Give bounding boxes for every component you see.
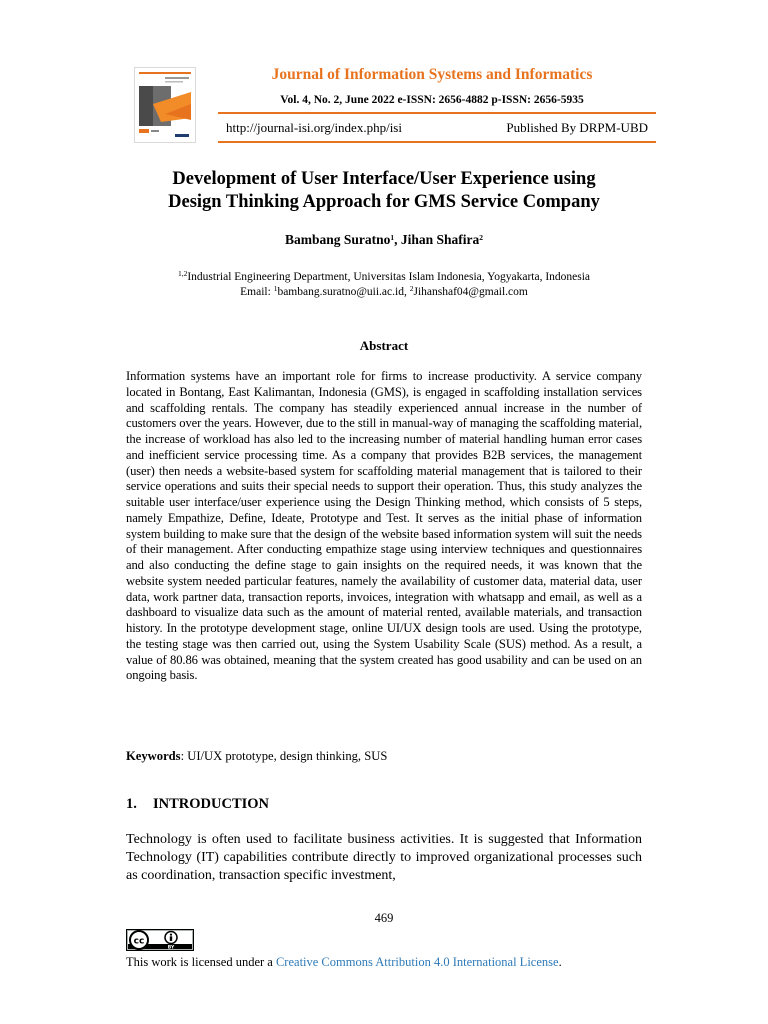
section-title: INTRODUCTION bbox=[153, 796, 270, 812]
journal-cover-icon bbox=[135, 68, 195, 142]
author-list: Bambang Suratno$^1$, Jihan Shafira$^2$ bbox=[284, 232, 484, 247]
header-divider-top bbox=[218, 112, 656, 114]
license-suffix: . bbox=[558, 955, 562, 969]
author-2-marker: 2 bbox=[479, 233, 484, 242]
license-link[interactable]: Creative Commons Attribution 4.0 International License bbox=[275, 955, 559, 969]
issue-line: Vol. 4, No. 2, June 2022 e-ISSN: 2656-4882 p-ISSN: 2656-5935 bbox=[280, 94, 584, 106]
keywords-label: Keywords bbox=[126, 749, 181, 763]
paper-title-line-1: Development of User Interface/User Experience using bbox=[172, 169, 596, 189]
svg-text:cc: cc bbox=[133, 936, 145, 947]
cc-license-badge[interactable] bbox=[126, 929, 194, 951]
email-2-marker: 2 bbox=[409, 284, 414, 293]
email-label: Email: bbox=[240, 286, 274, 298]
license-line bbox=[126, 955, 562, 970]
page-number: 469 bbox=[374, 911, 394, 925]
introduction-body: Technology is often used to facilitate business activities. It is suggested that Information Technology (IT) capabilities contribute directly to improved organizational processes such as coordination, transaction specific investment, bbox=[126, 832, 642, 883]
keywords-line bbox=[126, 749, 387, 764]
author-2: Jihan Shafira bbox=[400, 232, 480, 247]
section-heading-introduction bbox=[126, 796, 269, 813]
journal-url-link[interactable]: http://journal-isi.org/index.php/isi bbox=[226, 120, 402, 135]
abstract-body: Information systems have an important role for firms to increase productivity. A service company located in Bontang, East Kalimantan, Indonesia (GMS), is engaged in scaffolding installation services and scaffolding rentals. The company has steadily experienced annual increase in the number of customers over the years. However, due to the still in manual-way of managing the scaffolding material, the increase of workload has also led to the increasing number of material handling human error cases and inefficient service processing time. As a company that provides B2B services, the management (user) then needs a website-based system for scaffolding material management that is tailored to their service operations and suits their special needs to support their operation. Thus, this study analyzes the suitable user interface/user experience using the Design Thinking method, which consists of 5 steps, namely Empathize, Define, Ideate, Prototype and Test. It serves as the initial phase of information system building to make sure that the design of the website based information system will suit the needs of their management. After conducting empathize stage using interview techniques and questionnaires and also conducting the define stage to gain insights on the required needs, it was known that the website system needed particular features, namely the availability of customer data, material data, user data, work partner data, transaction reports, invoices, integration with whatsapp and email, as well as a dashboard to visualize data such as the amount of material rented, available materials, and transaction history. In the prototype development stage, online UI/UX design tools are used. Using the prototype, the testing stage was then carried out, using the System Usability Scale (SUS) method. As a result, a value of 80.86 was obtained, meaning that the system created has good usability and can be used on an ongoing basis. bbox=[126, 369, 642, 683]
paper-title-line-2: Design Thinking Approach for GMS Service Company bbox=[168, 192, 600, 212]
affiliation-text: Industrial Engineering Department, Universitas Islam Indonesia, Yogyakarta, Indonesia bbox=[187, 271, 591, 283]
license-prefix: This work is licensed under a bbox=[126, 955, 276, 969]
affiliation-marker: 1,2 bbox=[177, 269, 188, 278]
paper-title bbox=[104, 168, 664, 214]
section-number: 1. bbox=[126, 796, 137, 812]
email-line: Email: $^1$bambang.suratno@uii.ac.id, $^2$Jihanshaf04@gmail.com bbox=[240, 284, 528, 298]
cc-badge-label: BY bbox=[167, 945, 175, 951]
header-divider-bottom bbox=[218, 141, 656, 143]
creative-commons-icon bbox=[126, 929, 194, 951]
author-1-marker: 1 bbox=[390, 233, 395, 242]
affiliation bbox=[104, 271, 664, 283]
journal-cover-thumbnail bbox=[134, 67, 196, 143]
publisher-label: Published By DRPM-UBD bbox=[506, 120, 648, 135]
email-1[interactable]: bambang.suratno@uii.ac.id bbox=[277, 286, 404, 298]
journal-title: Journal of Information Systems and Informatics bbox=[271, 66, 593, 83]
keywords-text: : UI/UX prototype, design thinking, SUS bbox=[180, 749, 388, 763]
email-1-marker: 1 bbox=[273, 284, 278, 293]
email-2[interactable]: Jihanshaf04@gmail.com bbox=[413, 286, 528, 298]
abstract-heading: Abstract bbox=[359, 338, 409, 353]
author-1: Bambang Suratno bbox=[284, 232, 391, 247]
